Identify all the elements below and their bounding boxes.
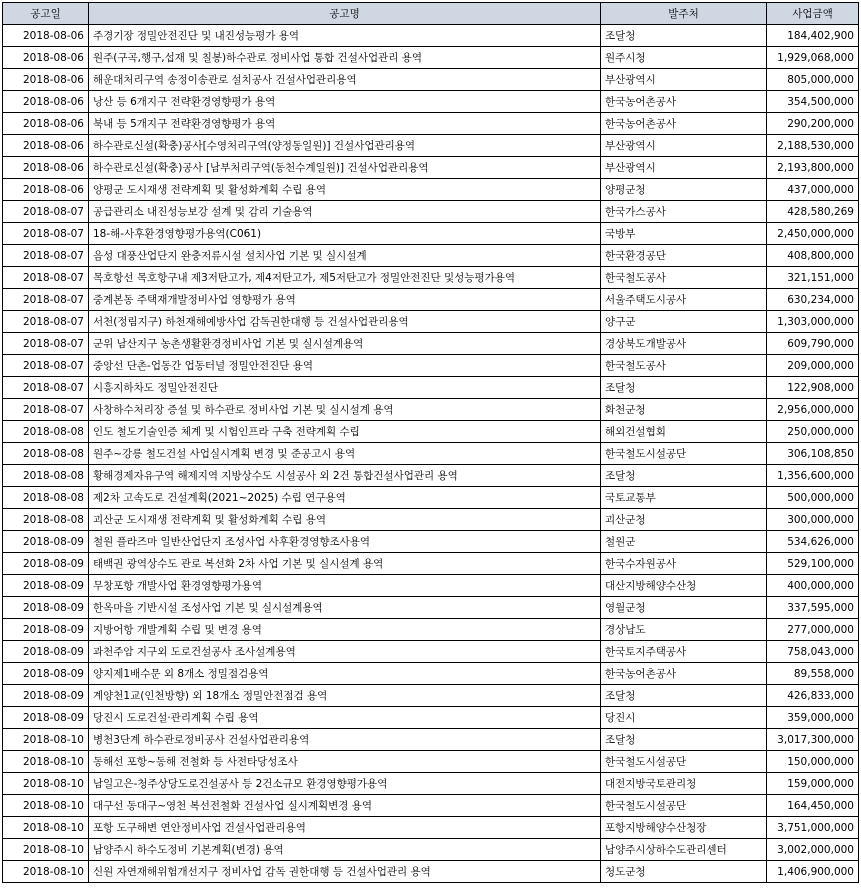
table-row [3, 839, 859, 861]
cell-amount[interactable]: 2,188,530,000 [767, 135, 859, 157]
table-row [3, 135, 859, 157]
cell-org[interactable]: 양평군청 [601, 179, 767, 201]
cell-name[interactable]: 낭산 등 6개지구 전략환경영향평가 용역 [89, 91, 601, 113]
cell-org[interactable]: 한국토지주택공사 [601, 641, 767, 663]
cell-amount[interactable]: 426,833,000 [767, 685, 859, 707]
cell-org[interactable]: 조달청 [601, 25, 767, 47]
cell-amount[interactable]: 306,108,850 [767, 443, 859, 465]
cell-amount[interactable]: 758,043,000 [767, 641, 859, 663]
table-row [3, 267, 859, 289]
cell-name[interactable]: 대구선 동대구~영천 복선전철화 건설사업 실시계획변경 용역 [89, 795, 601, 817]
cell-org[interactable]: 한국철도시설공단 [601, 751, 767, 773]
cell-name[interactable]: 해운대처리구역 송정이송관로 설치공사 건설사업관리용역 [89, 69, 601, 91]
bid-notice-table [2, 2, 859, 883]
cell-org[interactable]: 국토교통부 [601, 487, 767, 509]
header-name[interactable]: 공고명 [89, 3, 601, 25]
cell-amount[interactable]: 1,929,068,000 [767, 47, 859, 69]
cell-org[interactable]: 화천군청 [601, 399, 767, 421]
cell-amount[interactable]: 408,800,000 [767, 245, 859, 267]
cell-amount[interactable]: 1,303,000,000 [767, 311, 859, 333]
cell-date[interactable]: 2018-08-06 [3, 25, 89, 47]
cell-date[interactable]: 2018-08-06 [3, 179, 89, 201]
cell-amount[interactable]: 300,000,000 [767, 509, 859, 531]
cell-name[interactable]: 병천3단계 하수관로정비공사 건설사업관리용역 [89, 729, 601, 751]
cell-org[interactable]: 부산광역시 [601, 135, 767, 157]
cell-amount[interactable]: 250,000,000 [767, 421, 859, 443]
table-row [3, 575, 859, 597]
table-row [3, 25, 859, 47]
cell-date[interactable]: 2018-08-09 [3, 685, 89, 707]
cell-amount[interactable]: 277,000,000 [767, 619, 859, 641]
cell-name[interactable]: 동해선 포항~동해 전철화 등 사전타당성조사 [89, 751, 601, 773]
cell-name[interactable]: 포항 도구해변 연안정비사업 건설사업관리용역 [89, 817, 601, 839]
cell-org[interactable]: 한국철도시설공단 [601, 443, 767, 465]
table-row [3, 773, 859, 795]
cell-amount[interactable]: 609,790,000 [767, 333, 859, 355]
cell-org[interactable]: 경상남도 [601, 619, 767, 641]
cell-org[interactable]: 양구군 [601, 311, 767, 333]
cell-amount[interactable]: 354,500,000 [767, 91, 859, 113]
cell-name[interactable]: 무창포항 개발사업 환경영향평가용역 [89, 575, 601, 597]
cell-amount[interactable]: 290,200,000 [767, 113, 859, 135]
cell-name[interactable]: 계양천1교(인천방향) 외 18개소 정밀안전점검 용역 [89, 685, 601, 707]
cell-date[interactable]: 2018-08-06 [3, 113, 89, 135]
table-row [3, 69, 859, 91]
cell-name[interactable]: 태백권 광역상수도 관로 복선화 2차 사업 기본 및 실시설계 용역 [89, 553, 601, 575]
cell-name[interactable]: 하수관로신설(확충)공사[수영처리구역(양정동일원)] 건설사업관리용역 [89, 135, 601, 157]
cell-amount[interactable]: 164,450,000 [767, 795, 859, 817]
table-row [3, 619, 859, 641]
cell-amount[interactable]: 400,000,000 [767, 575, 859, 597]
cell-name[interactable]: 괴산군 도시재생 전략계획 및 활성화계획 수립 용역 [89, 509, 601, 531]
cell-org[interactable]: 영월군청 [601, 597, 767, 619]
cell-org[interactable]: 부산광역시 [601, 69, 767, 91]
table-row [3, 333, 859, 355]
table-row [3, 553, 859, 575]
cell-date[interactable]: 2018-08-06 [3, 135, 89, 157]
table-row [3, 531, 859, 553]
cell-date[interactable]: 2018-08-07 [3, 355, 89, 377]
cell-date[interactable]: 2018-08-08 [3, 487, 89, 509]
cell-name[interactable]: 당진시 도로건설·관리계획 수립 용역 [89, 707, 601, 729]
cell-name[interactable]: 음성 대풍산업단지 완충저류시설 설치사업 기본 및 실시설계 [89, 245, 601, 267]
cell-date[interactable]: 2018-08-09 [3, 663, 89, 685]
cell-amount[interactable]: 805,000,000 [767, 69, 859, 91]
cell-date[interactable]: 2018-08-09 [3, 531, 89, 553]
cell-amount[interactable]: 337,595,000 [767, 597, 859, 619]
table-row [3, 179, 859, 201]
cell-date[interactable]: 2018-08-08 [3, 465, 89, 487]
table-row [3, 487, 859, 509]
table-row [3, 861, 859, 883]
table-row [3, 355, 859, 377]
cell-name[interactable]: 원주(구곡,행구,섭재 및 칠봉)하수관로 정비사업 통합 건설사업관리 용역 [89, 47, 601, 69]
table-row [3, 311, 859, 333]
cell-date[interactable]: 2018-08-09 [3, 641, 89, 663]
cell-name[interactable]: 공급관리소 내진성능보강 설계 및 감리 기술용역 [89, 201, 601, 223]
cell-amount[interactable]: 150,000,000 [767, 751, 859, 773]
cell-date[interactable]: 2018-08-06 [3, 47, 89, 69]
cell-amount[interactable]: 184,402,900 [767, 25, 859, 47]
table-row [3, 223, 859, 245]
cell-date[interactable]: 2018-08-09 [3, 707, 89, 729]
cell-date[interactable]: 2018-08-06 [3, 69, 89, 91]
cell-org[interactable]: 한국철도공사 [601, 267, 767, 289]
cell-amount[interactable]: 500,000,000 [767, 487, 859, 509]
cell-org[interactable]: 한국농어촌공사 [601, 113, 767, 135]
cell-org[interactable]: 철원군 [601, 531, 767, 553]
cell-date[interactable]: 2018-08-07 [3, 377, 89, 399]
cell-org[interactable]: 원주시청 [601, 47, 767, 69]
cell-org[interactable]: 해외건설협회 [601, 421, 767, 443]
header-date[interactable]: 공고일 [3, 3, 89, 25]
cell-name[interactable]: 중계본동 주택재개발정비사업 영향평가 용역 [89, 289, 601, 311]
cell-date[interactable]: 2018-08-07 [3, 223, 89, 245]
cell-name[interactable]: 사창하수처리장 증설 및 하수관로 정비사업 기본 및 실시설계 용역 [89, 399, 601, 421]
cell-date[interactable]: 2018-08-07 [3, 245, 89, 267]
table-row [3, 113, 859, 135]
cell-date[interactable]: 2018-08-10 [3, 861, 89, 883]
cell-name[interactable]: 서천(정림지구) 하천재해예방사업 감독권한대행 등 건설사업관리용역 [89, 311, 601, 333]
table-row [3, 377, 859, 399]
table-row [3, 421, 859, 443]
cell-amount[interactable]: 2,450,000,000 [767, 223, 859, 245]
cell-date[interactable]: 2018-08-10 [3, 751, 89, 773]
cell-date[interactable]: 2018-08-08 [3, 421, 89, 443]
table-row [3, 91, 859, 113]
table-row [3, 707, 859, 729]
cell-name[interactable]: 황해경제자유구역 해제지역 지방상수도 시설공사 외 2건 통합건설사업관리 용역 [89, 465, 601, 487]
table-row [3, 443, 859, 465]
cell-date[interactable]: 2018-08-10 [3, 773, 89, 795]
cell-name[interactable]: 철원 플라즈마 일반산업단지 조성사업 사후환경영향조사용역 [89, 531, 601, 553]
cell-name[interactable]: 남양주시 하수도정비 기본계획(변경) 용역 [89, 839, 601, 861]
cell-name[interactable]: 시흥지하차도 정밀안전진단 [89, 377, 601, 399]
cell-org[interactable]: 당진시 [601, 707, 767, 729]
cell-org[interactable]: 한국철도공사 [601, 355, 767, 377]
cell-org[interactable]: 조달청 [601, 465, 767, 487]
cell-amount[interactable]: 1,406,900,000 [767, 861, 859, 883]
cell-name[interactable]: 북내 등 5개지구 전략환경영향평가 용역 [89, 113, 601, 135]
cell-date[interactable]: 2018-08-08 [3, 509, 89, 531]
cell-amount[interactable]: 437,000,000 [767, 179, 859, 201]
cell-amount[interactable]: 2,193,800,000 [767, 157, 859, 179]
table-row [3, 641, 859, 663]
cell-org[interactable]: 서울주택도시공사 [601, 289, 767, 311]
cell-date[interactable]: 2018-08-07 [3, 333, 89, 355]
cell-org[interactable]: 한국환경공단 [601, 245, 767, 267]
cell-amount[interactable]: 1,356,600,000 [767, 465, 859, 487]
table-row [3, 201, 859, 223]
table-row [3, 289, 859, 311]
cell-amount[interactable]: 359,000,000 [767, 707, 859, 729]
cell-org[interactable]: 부산광역시 [601, 157, 767, 179]
cell-name[interactable]: 인도 철도기술인증 체계 및 시험인프라 구축 전략계획 수립 [89, 421, 601, 443]
cell-org[interactable]: 한국수자원공사 [601, 553, 767, 575]
cell-date[interactable]: 2018-08-06 [3, 157, 89, 179]
cell-org[interactable]: 청도군청 [601, 861, 767, 883]
cell-name[interactable]: 중앙선 단촌-업동간 업동터널 정밀안전진단 용역 [89, 355, 601, 377]
cell-org[interactable]: 한국농어촌공사 [601, 91, 767, 113]
cell-name[interactable]: 원주~강릉 철도건설 사업실시계획 변경 및 준공고시 용역 [89, 443, 601, 465]
cell-org[interactable]: 국방부 [601, 223, 767, 245]
cell-org[interactable]: 괴산군청 [601, 509, 767, 531]
header-row [3, 3, 859, 25]
cell-amount[interactable]: 321,151,000 [767, 267, 859, 289]
cell-name[interactable]: 목호항선 목호항구내 제3저탄고가, 제4저탄고가, 제5저탄고가 정밀안전진단 및성능평가용역 [89, 267, 601, 289]
cell-org[interactable]: 조달청 [601, 377, 767, 399]
cell-org[interactable]: 조달청 [601, 729, 767, 751]
table-row [3, 245, 859, 267]
cell-org[interactable]: 한국철도시설공단 [601, 795, 767, 817]
header-org[interactable]: 발주처 [601, 3, 767, 25]
cell-date[interactable]: 2018-08-07 [3, 311, 89, 333]
cell-org[interactable]: 대전지방국토관리청 [601, 773, 767, 795]
cell-name[interactable]: 제2차 고속도로 건설계획(2021~2025) 수립 연구용역 [89, 487, 601, 509]
cell-name[interactable]: 18-해-사후환경영향평가용역(C061) [89, 223, 601, 245]
cell-amount[interactable]: 534,626,000 [767, 531, 859, 553]
cell-date[interactable]: 2018-08-09 [3, 553, 89, 575]
table-row [3, 729, 859, 751]
table-row [3, 509, 859, 531]
cell-date[interactable]: 2018-08-07 [3, 399, 89, 421]
cell-amount[interactable]: 159,000,000 [767, 773, 859, 795]
table-row [3, 817, 859, 839]
table-row [3, 685, 859, 707]
cell-date[interactable]: 2018-08-09 [3, 597, 89, 619]
cell-amount[interactable]: 630,234,000 [767, 289, 859, 311]
cell-date[interactable]: 2018-08-09 [3, 575, 89, 597]
cell-date[interactable]: 2018-08-06 [3, 91, 89, 113]
table-row [3, 465, 859, 487]
cell-name[interactable]: 주경기장 정밀안전진단 및 내진성능평가 용역 [89, 25, 601, 47]
cell-name[interactable]: 양평군 도시재생 전략계획 및 활성화계획 수립 용역 [89, 179, 601, 201]
cell-org[interactable]: 포항지방해양수산청장 [601, 817, 767, 839]
cell-org[interactable]: 한국농어촌공사 [601, 663, 767, 685]
cell-amount[interactable]: 2,956,000,000 [767, 399, 859, 421]
cell-amount[interactable]: 428,580,269 [767, 201, 859, 223]
table-row [3, 751, 859, 773]
cell-amount[interactable]: 3,017,300,000 [767, 729, 859, 751]
cell-amount[interactable]: 3,751,000,000 [767, 817, 859, 839]
table-row [3, 795, 859, 817]
cell-name[interactable]: 지방어항 개발계획 수립 및 변경 용역 [89, 619, 601, 641]
cell-date[interactable]: 2018-08-08 [3, 443, 89, 465]
cell-name[interactable]: 남일고은-청주상당도로건설공사 등 2건소규모 환경영향평가용역 [89, 773, 601, 795]
cell-date[interactable]: 2018-08-09 [3, 619, 89, 641]
cell-date[interactable]: 2018-08-10 [3, 795, 89, 817]
cell-name[interactable]: 신원 자연재해위험개선지구 정비사업 감독 권한대행 등 건설사업관리 용역 [89, 861, 601, 883]
header-amount[interactable]: 사업금액 [767, 3, 859, 25]
cell-org[interactable]: 조달청 [601, 685, 767, 707]
cell-date[interactable]: 2018-08-10 [3, 729, 89, 751]
table-row [3, 157, 859, 179]
cell-amount[interactable]: 3,002,000,000 [767, 839, 859, 861]
table-row [3, 597, 859, 619]
cell-name[interactable]: 과천주암 지구외 도로건설공사 조사설계용역 [89, 641, 601, 663]
cell-date[interactable]: 2018-08-10 [3, 817, 89, 839]
cell-name[interactable]: 군위 남산지구 농촌생활환경정비사업 기본 및 실시설계용역 [89, 333, 601, 355]
cell-amount[interactable]: 122,908,000 [767, 377, 859, 399]
table-row [3, 399, 859, 421]
cell-date[interactable]: 2018-08-07 [3, 267, 89, 289]
cell-name[interactable]: 한옥마을 기반시설 조성사업 기본 및 실시설계용역 [89, 597, 601, 619]
cell-org[interactable]: 한국가스공사 [601, 201, 767, 223]
cell-amount[interactable]: 529,100,000 [767, 553, 859, 575]
cell-name[interactable]: 하수관로신설(확충)공사 [남부처리구역(동천수계일원)] 건설사업관리용역 [89, 157, 601, 179]
table-row [3, 47, 859, 69]
cell-date[interactable]: 2018-08-10 [3, 839, 89, 861]
cell-date[interactable]: 2018-08-07 [3, 201, 89, 223]
cell-org[interactable]: 대산지방해양수산청 [601, 575, 767, 597]
cell-org[interactable]: 남양주시상하수도관리센터 [601, 839, 767, 861]
cell-amount[interactable]: 89,558,000 [767, 663, 859, 685]
cell-name[interactable]: 양지제1배수문 외 8개소 정밀점검용역 [89, 663, 601, 685]
cell-org[interactable]: 경상북도개발공사 [601, 333, 767, 355]
table-row [3, 663, 859, 685]
cell-date[interactable]: 2018-08-07 [3, 289, 89, 311]
cell-amount[interactable]: 209,000,000 [767, 355, 859, 377]
